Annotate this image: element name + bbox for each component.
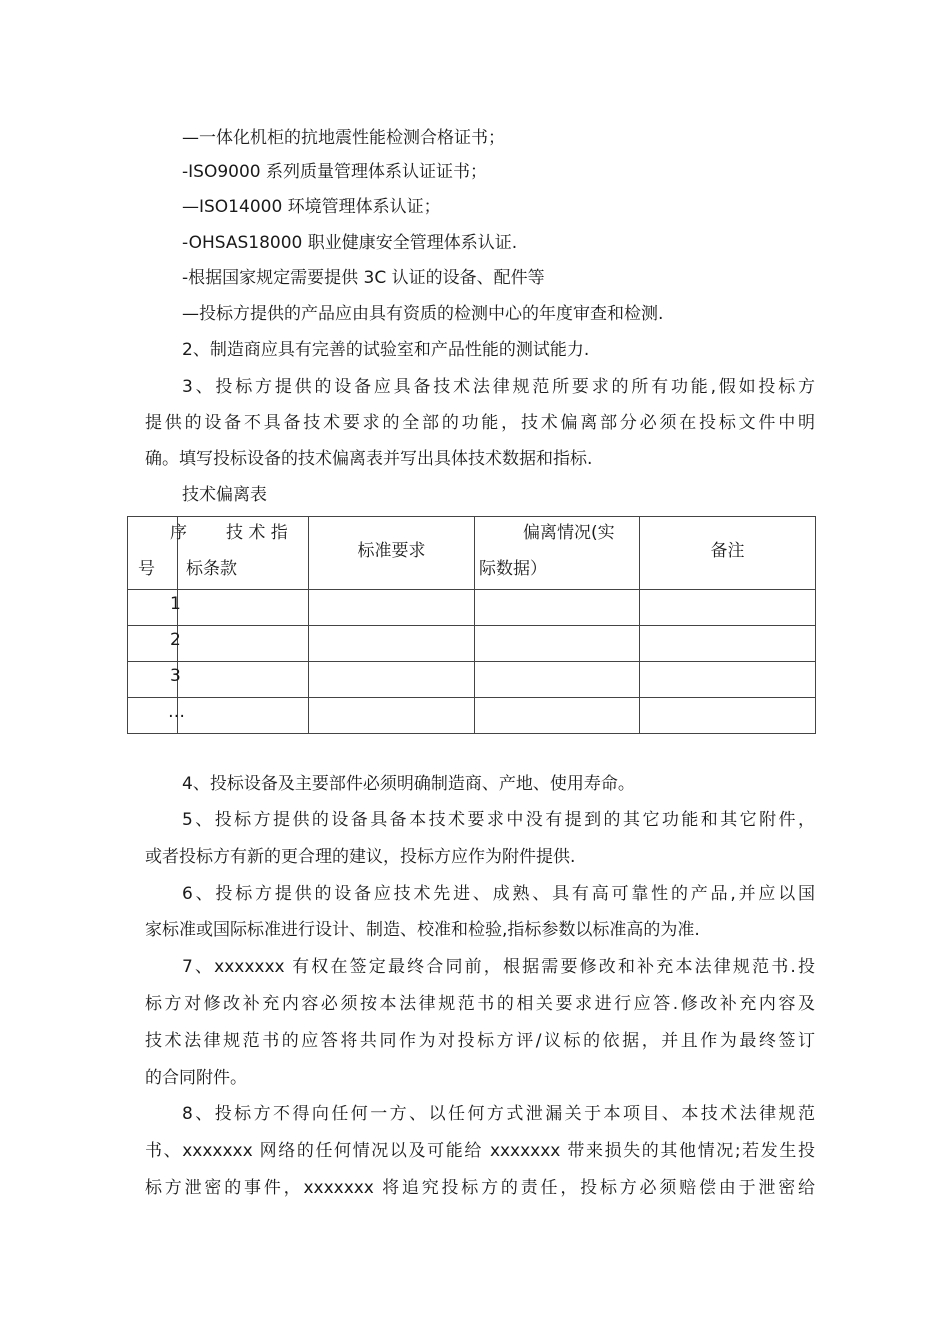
table-cell [309, 662, 475, 698]
cert-item-ohsas18000: -OHSAS18000 职业健康安全管理体系认证. [182, 233, 518, 253]
table-cell [178, 662, 309, 698]
deviation-table [127, 516, 816, 734]
cert-item-seismic: —一体化机柜的抗地震性能检测合格证书； [182, 128, 505, 148]
header-deviation [475, 517, 640, 590]
row-number-label: … [168, 702, 185, 722]
header-standard-requirement [309, 517, 475, 590]
paragraph-2: 2、制造商应具有完善的试验室和产品性能的测试能力. [182, 340, 590, 360]
table-cell [640, 662, 816, 698]
header-spec-clause [178, 517, 309, 590]
row-number-label: 1 [170, 594, 181, 614]
paragraph-6-line-2: 家标准或国际标准进行设计、制造、校准和检验,指标参数以标准高的为准. [145, 920, 700, 940]
header-deviation-bottom: 际数据） [479, 559, 547, 579]
header-spec-clause-top: 技 术 指 [226, 523, 288, 543]
paragraph-5-line-1: 5、投标方提供的设备具备本技术要求中没有提到的其它功能和其它附件， [182, 810, 815, 830]
table-cell [475, 590, 640, 626]
cert-item-iso9000: -ISO9000 系列质量管理体系认证证书； [182, 162, 487, 182]
cert-item-annual-inspection: —投标方提供的产品应由具有资质的检测中心的年度审查和检测. [182, 304, 664, 324]
row-number [128, 662, 181, 698]
table-cell [640, 590, 816, 626]
paragraph-8-line-2: 书、xxxxxxx 网络的任何情况以及可能给 xxxxxxx 带来损失的其他情况;若发生投 [145, 1141, 815, 1161]
table-cell [475, 626, 640, 662]
table-row [128, 662, 816, 698]
paragraph-5-line-2: 或者投标方有新的更合理的建议，投标方应作为附件提供. [145, 847, 576, 867]
row-number-label: 2 [170, 630, 181, 650]
row-number-label: 3 [170, 666, 181, 686]
table-row [128, 590, 816, 626]
table-cell [178, 698, 309, 734]
paragraph-8-line-1: 8、投标方不得向任何一方、以任何方式泄漏关于本项目、本技术法律规范 [182, 1104, 815, 1124]
paragraph-8-line-3: 标方泄密的事件，xxxxxxx 将追究投标方的责任，投标方必须赔偿由于泄密给 [145, 1178, 815, 1198]
table-cell [178, 590, 309, 626]
table-cell [309, 626, 475, 662]
header-deviation-top: 偏离情况(实 [523, 523, 615, 543]
header-seq-bottom: 号 [138, 559, 155, 579]
header-seq [128, 517, 187, 590]
table-cell [178, 626, 309, 662]
header-remarks-label: 备注 [710, 541, 745, 561]
paragraph-3-line-2: 提供的设备不具备技术要求的全部的功能，技术偏离部分必须在投标文件中明 [145, 413, 815, 433]
row-number [128, 590, 181, 626]
paragraph-7-line-1: 7、xxxxxxx 有权在签定最终合同前，根据需要修改和补充本法律规范书.投 [182, 957, 815, 977]
cert-item-3c: -根据国家规定需要提供 3C 认证的设备、配件等 [182, 268, 545, 288]
paragraph-6-line-1: 6、投标方提供的设备应技术先进、成熟、具有高可靠性的产品,并应以国 [182, 884, 815, 904]
paragraph-3-line-3: 确。填写投标设备的技术偏离表并写出具体技术数据和指标. [145, 449, 593, 469]
table-cell [475, 698, 640, 734]
table-row [128, 698, 816, 734]
row-number [128, 626, 181, 662]
table-cell [309, 698, 475, 734]
table-row [128, 626, 816, 662]
header-standard-requirement-label: 标准要求 [357, 541, 426, 561]
paragraph-4: 4、投标设备及主要部件必须明确制造商、产地、使用寿命。 [182, 774, 635, 794]
table-cell [640, 626, 816, 662]
header-spec-clause-bottom: 标条款 [186, 559, 237, 579]
table-caption: 技术偏离表 [182, 485, 267, 505]
table-cell [309, 590, 475, 626]
cert-item-iso14000: —ISO14000 环境管理体系认证； [182, 197, 441, 217]
paragraph-7-line-4: 的合同附件。 [145, 1068, 247, 1088]
paragraph-3-line-1: 3、投标方提供的设备应具备技术法律规范所要求的所有功能,假如投标方 [182, 377, 815, 397]
header-seq-top: 序 [170, 523, 187, 543]
paragraph-7-line-3: 技术法律规范书的应答将共同作为对投标方评/议标的依据，并且作为最终签订 [145, 1031, 815, 1051]
paragraph-7-line-2: 标方对修改补充内容必须按本法律规范书的相关要求进行应答.修改补充内容及 [145, 994, 815, 1014]
table-header-row [128, 517, 816, 590]
table-cell [640, 698, 816, 734]
row-number [128, 698, 185, 734]
table-cell [475, 662, 640, 698]
header-remarks [640, 517, 816, 590]
